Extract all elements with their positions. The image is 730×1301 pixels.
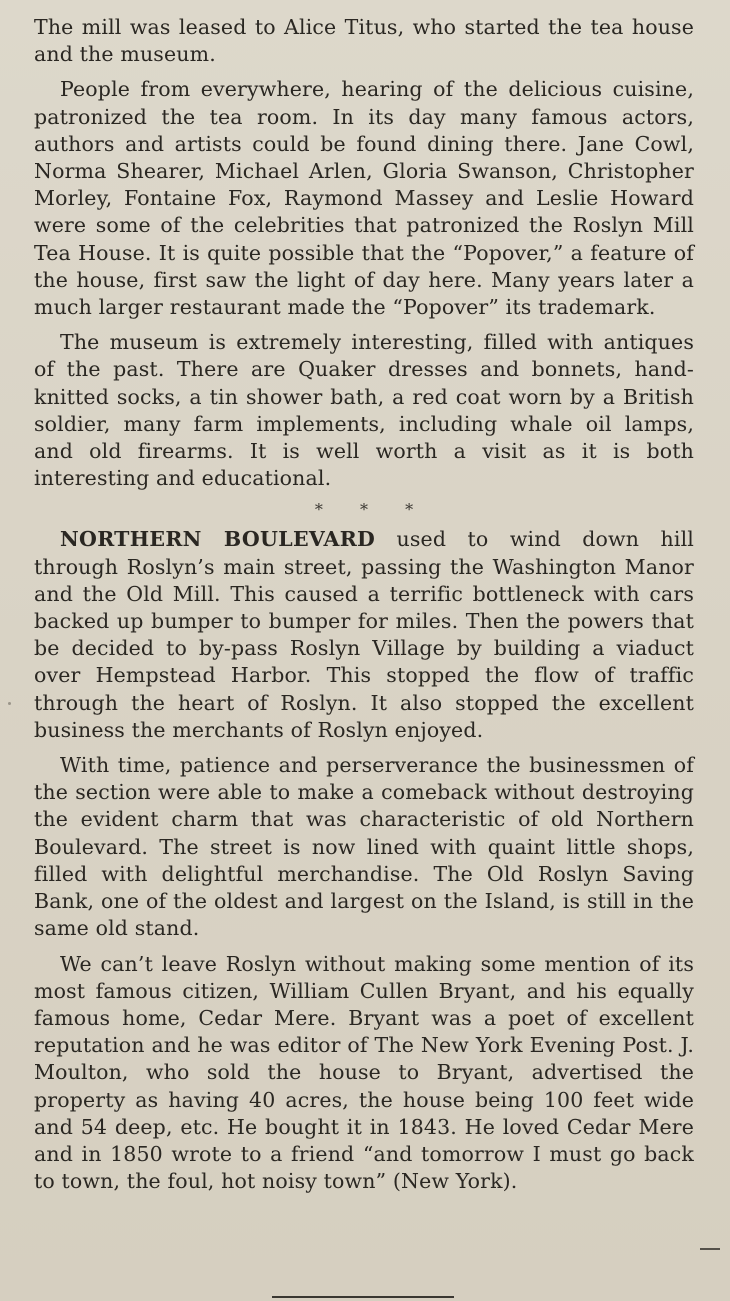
section-lead-heading: NORTHERN BOULEVARD [60, 527, 376, 552]
section-separator: * * * [314, 500, 414, 520]
bottom-rule [272, 1296, 454, 1298]
paragraph-comeback: With time, patience and perserverance the businessmen of the section were able to make a comeback without destroying the evident charm that was characteristic of old Northern Boulevard. The street is now lined with quaint little shops, filled with delightful merchandise. The Old Roslyn Saving Bank, one of the oldest and largest on the Island, is still in the same old stand. [34, 753, 694, 941]
paragraph-northern-boulevard-body: used to wind down hill through Roslyn’s main street, passing the Washington Manor and the Old Mill. This caused a terrific bottleneck with cars backed up bumper to bumper for miles. Then the powers that be decided to by-pass Roslyn Village by building a viaduct over Hempstead Harbor. This stopped the flow of traffic through the heart of Roslyn. It also stopped the excellent business the merchants of Roslyn enjoyed. [34, 527, 694, 742]
article-column [34, 14, 694, 1203]
paragraph-celebrities: People from everywhere, hearing of the delicious cuisine, patronized the tea room. In its day many famous actors, authors and artists could be found dining there. Jane Cowl, Norma Shearer, Michael Arlen, Gloria Swanson, Christopher Morley, Fontaine Fox, Raymond Massey and Leslie Howard were some of the celebrities that patronized the Roslyn Mill Tea House. It is quite possible that the “Popover,” a feature of the house, first saw the light of day here. Many years later a much larger restaurant made the “Popover” its trademark. [34, 77, 694, 320]
paragraph-northern-boulevard [34, 526, 694, 744]
paragraph-bryant: We can’t leave Roslyn without making some mention of its most famous citizen, William Cullen Bryant, and his equally famous home, Cedar Mere. Bryant was a poet of excellent reputation and he was editor of The New York Evening Post. J. Moulton, who sold the house to Bryant, advertised the property as having 40 acres, the house being 100 feet wide and 54 deep, etc. He bought it in 1843. He loved Cedar Mere and in 1850 wrote to a friend “and tomorrow I must go back to town, the foul, hot noisy town” (New York). [34, 951, 694, 1194]
paragraph-museum: The museum is extremely interesting, filled with antiques of the past. There are Quaker dresses and bonnets, hand-knitted socks, a tin shower bath, a red coat worn by a British soldier, many farm implements, including whale oil lamps, and old firearms. It is well worth a visit as it is both interesting and educational. [34, 330, 694, 491]
paragraph-tea-house: The mill was leased to Alice Titus, who started the tea house and the museum. [34, 15, 694, 67]
scan-speck [8, 702, 11, 705]
margin-pencil-mark [700, 1248, 720, 1250]
